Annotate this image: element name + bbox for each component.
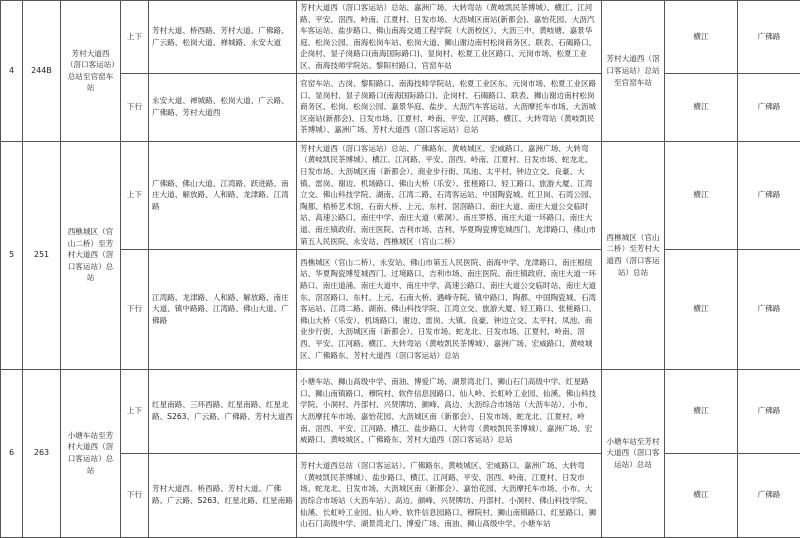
row-number: 4 (1, 1, 23, 142)
route-stops: 小塘车站、狮山高级中学、南油、博爱广场、湖景湾北门、狮山石门高级中学、红星路口、狮山南镇路口、穆院村、软件信息园路口、仙人岭、长虹岭工业园、仙溪、佛山科技学院、小洞村、丹部村、兴贤牌坊、颜峰、高边、大沥综合市场站（大沥车站）、小布、大沥摩托车市场、嘉怡花园、大沥城区南（新都会）、日发市场、蛇龙北、江夏村、岭南、滘西、平安、江河路、横江、盐步路口、大转弯（黄岐凯民茶博城）、嘉洲广场、宏威路口、黄岐城区、广佛路东、芳村大道西（滘口客运站）总站 (297, 369, 602, 453)
transfer-stop: 横江 (665, 141, 738, 249)
row-number: 5 (1, 141, 23, 369)
route-terminals-right: 西樵城区（官山二桥）至芳村大道西（滘口客运站）总站 (602, 141, 665, 369)
via-road: 广佛路 (738, 73, 800, 141)
direction-label: 上下 (121, 369, 149, 453)
table-row (1, 249, 800, 369)
table-row (1, 453, 800, 537)
direction-label: 下行 (121, 249, 149, 369)
via-road: 广佛路 (738, 453, 800, 537)
route-roads: 江湾路、龙津路、人和路、解放路、南庄大道、镇中路路、江湾路、佛山大道、广佛路 (149, 249, 297, 369)
via-road: 广佛路 (738, 1, 800, 74)
direction-label: 下行 (121, 73, 149, 141)
route-terminals: 西樵城区（官山二桥）至芳村大道西（滘口客运站）总站 (61, 141, 121, 369)
route-stops: 西樵城区（官山二桥）、永安站、佛山市第五人民医院、南海中学、龙津路口、南庄根纽站、华夏陶瓷博览城西门、过境路口、吉利市场、南庄医院、南庄镇政府、南庄大道一环路口、南庄道涌、南庄大道中、南庄中学、高速公路口、南庄大道公交临时站、南庄大道东、滘滘路口、东村、上元、石南大桥、遇峰寺院、镇中路口、陶都、中国陶瓷城、石湾客运站、江湾二路、湖南、佛山科技学院、江湾立交、旅游大厦、轻工路口、张槎路口、佛山大桥（乐安）、机场路口、谢边、雷岗、大镇、良豪、钟边立交、太平村、凤池、商业步行街、大沥城区南（新都会）、日发市场、蛇龙北、日发市场、江夏村、岭南、滘西、平安、江河路、横江、大转弯站（黄岐凯民茶博城）、嘉洲广场、宏威路口、黄岐城区、广佛路东、芳村大道西（滘口客运站）总站 (297, 249, 602, 369)
direction-label: 上下 (121, 1, 149, 74)
route-roads: 广佛路、佛山大道、江湾路、跃进路、南庄大道、解放路、人和路、龙津路、江湾路 (149, 141, 297, 249)
transfer-stop: 横江 (665, 453, 738, 537)
row-number: 6 (1, 369, 23, 537)
table-row (1, 141, 800, 249)
table-row (1, 369, 800, 453)
direction-label: 下行 (121, 453, 149, 537)
route-terminals: 小塘车站至芳村大道西（滘口客运站）总站 (61, 369, 121, 537)
route-stops: 官窑车站、古岗、黎阳路口、南海技师学院站、松夏工业区东、元岗市场、松夏工业区路口、显岗村、显子岗路口(南海国际路口)、企岗村、石碣路口、联表、狮山谢边南村松岗商务区、松岗、松岗公园、嘉景华庭、盐步、大沥汽车客运站、大沥摩托车市场、大沥城区南站(新都会)、日发市场、江夏村、岭南、平安、江河路、横江、大转弯站（黄岐凯民茶博城）、嘉洲广场、芳村大道西（滘口客运站）总站 (297, 73, 602, 141)
table-row (1, 1, 800, 74)
route-stops: 芳村大道西（滘口客运站）总站、嘉洲广场、大转弯站（黄岐凯民茶博城）、横江、江河路、平安、滘西、岭南、江夏村、日发市场、大沥城区南站(新都会)、嘉怡花园、大沥汽车客运站、盐步路口、佛山南海交通工程学院（大沥校区）、大沥三中、黄岐塘、嘉景华庭、松岗公园、南海松岗车站、松岗大道、狮山谢边南村松岗商务区、联表、石碣路口、企岗村、显子岗路口(南海国际路口)、显岗村、松夏工业区路口、元岗市场、松夏工业区、南海技师学院站、黎阳村路口、官窑车站 (297, 1, 602, 74)
route-terminals: 芳村大道西（滘口客运站）总站至官窑车站 (61, 1, 121, 142)
route-roads: 永安大道、禅城路、松岗大道、广云路、广佛路、芳村大道西 (149, 73, 297, 141)
transfer-stop: 横江 (665, 249, 738, 369)
route-roads: 芳村大道、桥西路、芳村大道、广佛路、广云路、松岗大道、禅城路、永安大道 (149, 1, 297, 74)
table-row (1, 73, 800, 141)
route-stops: 芳村大道西总站（滘口客运站）、广佛路东、黄岐城区、宏威路口、嘉洲广场、大转弯（黄岐凯民茶博城）、盐步路口、横江、江河路、平安、滘西、岭南、江夏村、日发市场、蛇龙北、日发市场、大沥城区南（新都会）、嘉怡花园、大沥摩托车市场、小布、大沥综合市场站（大沥车站）、高边、颜峰、兴贤牌坊、丹部村、小洞村、佛山科技学院、仙溪、长虹岭工业园、仙人岭、软件信息园路口、穆院村、狮山南镇路口、红星路口、狮山石门高级中学、湖景湾北门、博爱广场、南油、狮山高级中学、小塘车站 (297, 453, 602, 537)
route-roads: 红星南路、三环西路、红星南路、红星北路、S263、广云路、广佛路、芳村大道西 (149, 369, 297, 453)
route-terminals-right: 芳村大道西（滘口客运站）总站至官窑车站 (602, 1, 665, 142)
via-road: 广佛路 (738, 249, 800, 369)
via-road: 广佛路 (738, 141, 800, 249)
route-number: 263 (23, 369, 61, 537)
via-road: 广佛路 (738, 369, 800, 453)
route-stops: 芳村大道西（滘口客运站）总站、广佛路东、黄岐城区、宏威路口、嘉洲广场、大转弯（黄岐凯民茶博城）、横江、江河路、平安、滘西、岭南、江夏村、日发市场、蛇龙北、日发市场、大沥城区南（新都会）、商业步行街、凤池、太平村、钟边立交、良豪、大镇、雷岗、谢边、机场路口、佛山大桥（乐安）、张槎路口、轻工路口、旅游大厦、江湾立交、佛山科技学院、湖南、江湾二路、石湾客运站、中国陶瓷城、红卫岗、石湾公园、陶都、梧桥艺术馆、石南大桥、上元、东村、滘滘路口、南庄大道、南庄大道公交临时站、高速公路口、南庄中学、南庄大道（紫洞）、南庄罗格、南庄大道一环路口、南庄大道、南庄镇政府、南庄医院、吉利市场、吉利、华夏陶瓷博览城西门、龙津路口、佛山市第五人民医院、永安站、西樵城区（官山二桥） (297, 141, 602, 249)
direction-label: 上下 (121, 141, 149, 249)
route-roads: 芳村大道西、桥西路、芳村大道、广佛路、广云路、S263、红星北路、红星南路 (149, 453, 297, 537)
transfer-stop: 横江 (665, 369, 738, 453)
transfer-stop: 横江 (665, 1, 738, 74)
route-number: 244B (23, 1, 61, 142)
route-number: 251 (23, 141, 61, 369)
route-terminals-right: 小塘车站至芳村大道西（滘口客运站）总站 (602, 369, 665, 537)
transfer-stop: 横江 (665, 73, 738, 141)
